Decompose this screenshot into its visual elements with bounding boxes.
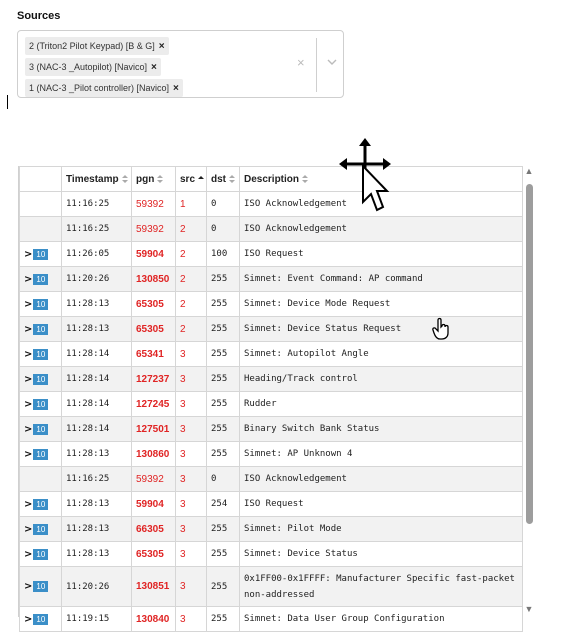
expand-toggle[interactable] xyxy=(24,499,48,510)
timestamp-cell: 11:28:13 xyxy=(62,542,132,567)
dst-cell: 100 xyxy=(207,242,240,267)
pgn-cell: 66305 xyxy=(132,517,176,542)
chevron-right-icon: > xyxy=(24,373,33,385)
count-badge: 10 xyxy=(33,249,48,260)
chevron-right-icon: > xyxy=(24,398,33,410)
chevron-right-icon: > xyxy=(24,273,33,285)
count-badge: 10 xyxy=(33,399,48,410)
expand-cell[interactable] xyxy=(20,542,62,567)
source-chip-label: 3 (NAC-3 _Autopilot) [Navico] xyxy=(29,62,148,72)
timestamp-cell: 11:16:25 xyxy=(62,192,132,217)
count-badge: 10 xyxy=(33,614,48,625)
dst-cell: 255 xyxy=(207,542,240,567)
timestamp-cell: 11:19:15 xyxy=(62,607,132,632)
timestamp-cell: 11:28:13 xyxy=(62,317,132,342)
expand-cell xyxy=(20,217,62,242)
table-row[interactable] xyxy=(20,292,523,317)
description-cell: Heading/Track control xyxy=(240,367,523,392)
table-row[interactable] xyxy=(20,392,523,417)
source-chip-label: 2 (Triton2 Pilot Keypad) [B & G] xyxy=(29,41,155,51)
expand-toggle[interactable] xyxy=(24,324,48,335)
pgn-cell: 65341 xyxy=(132,342,176,367)
src-cell: 2 xyxy=(176,267,207,292)
table-row[interactable] xyxy=(20,192,523,217)
pgn-cell: 65305 xyxy=(132,292,176,317)
description-cell: Simnet: Device Mode Request xyxy=(240,292,523,317)
src-cell: 3 xyxy=(176,367,207,392)
table-row[interactable] xyxy=(20,242,523,267)
pgn-cell: 65305 xyxy=(132,542,176,567)
table-row[interactable] xyxy=(20,607,523,632)
description-column-header[interactable]: Description xyxy=(240,167,523,192)
expand-toggle[interactable] xyxy=(24,399,48,410)
count-badge: 10 xyxy=(33,499,48,510)
table-row[interactable] xyxy=(20,342,523,367)
src-cell: 1 xyxy=(176,192,207,217)
src-cell: 3 xyxy=(176,442,207,467)
dst-cell: 255 xyxy=(207,517,240,542)
sort-icon xyxy=(229,174,235,184)
src-column-header[interactable]: src xyxy=(176,167,207,192)
source-chip xyxy=(25,58,161,76)
description-cell: Simnet: AP Unknown 4 xyxy=(240,442,523,467)
dst-column-header[interactable]: dst xyxy=(207,167,240,192)
dst-cell: 255 xyxy=(207,292,240,317)
count-badge: 10 xyxy=(33,324,48,335)
dst-cell: 255 xyxy=(207,342,240,367)
dst-cell: 0 xyxy=(207,192,240,217)
dst-cell: 255 xyxy=(207,392,240,417)
timestamp-cell: 11:28:13 xyxy=(62,292,132,317)
close-icon[interactable]: × xyxy=(151,62,157,73)
expand-cell[interactable] xyxy=(20,417,62,442)
table-row[interactable] xyxy=(20,442,523,467)
timestamp-cell: 11:28:14 xyxy=(62,367,132,392)
dst-cell: 255 xyxy=(207,267,240,292)
description-cell: ISO Acknowledgement xyxy=(240,217,523,242)
description-cell: ISO Request xyxy=(240,242,523,267)
description-cell: ISO Acknowledgement xyxy=(240,467,523,492)
description-cell: 0x1FF00-0x1FFFF: Manufacturer Specific fast-packet non-addressed xyxy=(240,567,523,607)
expand-toggle[interactable] xyxy=(24,524,48,535)
pgn-cell: 130840 xyxy=(132,607,176,632)
count-badge: 10 xyxy=(33,524,48,535)
pgn-cell: 127501 xyxy=(132,417,176,442)
chevron-right-icon: > xyxy=(24,548,33,560)
count-badge: 10 xyxy=(33,349,48,360)
timestamp-cell: 11:28:14 xyxy=(62,342,132,367)
description-cell: Simnet: Pilot Mode xyxy=(240,517,523,542)
pgn-cell: 130850 xyxy=(132,267,176,292)
sources-label: Sources xyxy=(17,10,61,22)
dst-cell: 0 xyxy=(207,217,240,242)
timestamp-cell: 11:28:13 xyxy=(62,442,132,467)
expand-cell[interactable] xyxy=(20,517,62,542)
text-caret xyxy=(7,95,8,109)
scroll-up-arrow-icon[interactable]: ▲ xyxy=(524,166,534,176)
table-row[interactable] xyxy=(20,317,523,342)
dst-cell: 255 xyxy=(207,367,240,392)
pgn-cell: 130860 xyxy=(132,442,176,467)
expand-cell[interactable] xyxy=(20,492,62,517)
src-cell: 3 xyxy=(176,567,207,607)
scrollbar-thumb[interactable] xyxy=(526,184,533,524)
sort-icon xyxy=(122,174,128,184)
pgn-cell: 59904 xyxy=(132,242,176,267)
pgn-cell: 65305 xyxy=(132,317,176,342)
close-icon[interactable]: × xyxy=(173,83,179,94)
chevron-right-icon: > xyxy=(24,298,33,310)
description-cell: Simnet: Event Command: AP command xyxy=(240,267,523,292)
pgn-cell: 59392 xyxy=(132,192,176,217)
pgn-cell: 59904 xyxy=(132,492,176,517)
expand-cell[interactable] xyxy=(20,442,62,467)
count-badge: 10 xyxy=(33,424,48,435)
expand-cell[interactable] xyxy=(20,267,62,292)
dst-cell: 254 xyxy=(207,492,240,517)
dst-cell: 255 xyxy=(207,417,240,442)
src-cell: 3 xyxy=(176,467,207,492)
chevron-right-icon: > xyxy=(24,498,33,510)
scroll-down-arrow-icon[interactable]: ▼ xyxy=(524,604,534,614)
expand-toggle[interactable] xyxy=(24,299,48,310)
expand-toggle[interactable] xyxy=(24,349,48,360)
timestamp-cell: 11:26:05 xyxy=(62,242,132,267)
table-row[interactable] xyxy=(20,417,523,442)
description-cell: Rudder xyxy=(240,392,523,417)
expand-toggle[interactable] xyxy=(24,274,48,285)
expand-toggle[interactable] xyxy=(24,549,48,560)
indicator-separator xyxy=(316,38,317,92)
timestamp-cell: 11:28:13 xyxy=(62,517,132,542)
src-cell: 3 xyxy=(176,492,207,517)
sources-select[interactable] xyxy=(17,30,344,98)
timestamp-cell: 11:16:25 xyxy=(62,467,132,492)
src-cell: 3 xyxy=(176,342,207,367)
pgn-column-header[interactable]: pgn xyxy=(132,167,176,192)
table-row[interactable] xyxy=(20,542,523,567)
table-row[interactable] xyxy=(20,567,523,607)
src-cell: 2 xyxy=(176,242,207,267)
expand-toggle[interactable] xyxy=(24,374,48,385)
timestamp-cell: 11:28:14 xyxy=(62,417,132,442)
table-row[interactable] xyxy=(20,367,523,392)
chevron-right-icon: > xyxy=(24,448,33,460)
src-cell: 2 xyxy=(176,317,207,342)
chevron-right-icon: > xyxy=(24,581,33,592)
pgn-cell: 130851 xyxy=(132,567,176,607)
chevron-right-icon: > xyxy=(24,323,33,335)
expand-toggle[interactable] xyxy=(24,581,48,592)
timestamp-cell: 11:28:14 xyxy=(62,392,132,417)
description-cell: Simnet: Device Status xyxy=(240,542,523,567)
expand-cell[interactable] xyxy=(20,392,62,417)
count-badge: 10 xyxy=(33,299,48,310)
chevron-down-icon[interactable] xyxy=(325,55,339,69)
close-icon[interactable]: × xyxy=(158,41,165,52)
dst-cell: 0 xyxy=(207,467,240,492)
timestamp-cell: 11:28:13 xyxy=(62,492,132,517)
expand-toggle[interactable] xyxy=(24,449,48,460)
count-badge: 10 xyxy=(33,449,48,460)
chevron-right-icon: > xyxy=(24,423,33,435)
expand-toggle[interactable] xyxy=(24,614,48,625)
dst-cell: 255 xyxy=(207,442,240,467)
expand-column-header xyxy=(20,167,62,192)
src-cell: 3 xyxy=(176,517,207,542)
timestamp-column-header[interactable]: Timestamp xyxy=(62,167,132,192)
timestamp-cell: 11:16:25 xyxy=(62,217,132,242)
table-row[interactable] xyxy=(20,467,523,492)
count-badge: 10 xyxy=(33,274,48,285)
sort-ascending-icon xyxy=(198,174,204,184)
clear-icon[interactable]: × xyxy=(297,55,305,70)
description-cell: Simnet: Data User Group Configuration xyxy=(240,607,523,632)
expand-cell[interactable] xyxy=(20,242,62,267)
description-cell: ISO Request xyxy=(240,492,523,517)
sort-icon xyxy=(302,174,308,184)
pgn-table-container xyxy=(18,166,522,625)
count-badge: 10 xyxy=(33,581,48,592)
chevron-right-icon: > xyxy=(24,348,33,360)
src-cell: 2 xyxy=(176,292,207,317)
sort-icon xyxy=(157,174,163,184)
src-cell: 3 xyxy=(176,392,207,417)
dst-cell: 255 xyxy=(207,317,240,342)
dst-cell: 255 xyxy=(207,607,240,632)
expand-cell xyxy=(20,192,62,217)
source-chip xyxy=(25,37,169,55)
description-cell: Simnet: Device Status Request xyxy=(240,317,523,342)
description-cell: ISO Acknowledgement xyxy=(240,192,523,217)
table-row[interactable] xyxy=(20,217,523,242)
source-chip xyxy=(25,79,183,97)
pgn-cell: 127237 xyxy=(132,367,176,392)
dst-cell: 255 xyxy=(207,567,240,607)
expand-cell[interactable] xyxy=(20,367,62,392)
table-row[interactable] xyxy=(20,517,523,542)
source-chip-label: 1 (NAC-3 _Pilot controller) [Navico] xyxy=(29,83,170,93)
expand-cell[interactable] xyxy=(20,607,62,632)
table-header-row xyxy=(20,167,523,192)
timestamp-cell: 11:20:26 xyxy=(62,267,132,292)
description-cell: Simnet: Autopilot Angle xyxy=(240,342,523,367)
vertical-scrollbar[interactable] xyxy=(524,166,534,616)
timestamp-cell: 11:20:26 xyxy=(62,567,132,607)
expand-cell xyxy=(20,467,62,492)
expand-toggle[interactable] xyxy=(24,424,48,435)
chevron-right-icon: > xyxy=(24,613,33,625)
expand-cell[interactable] xyxy=(20,567,62,607)
src-cell: 3 xyxy=(176,417,207,442)
expand-cell[interactable] xyxy=(20,342,62,367)
src-cell: 3 xyxy=(176,542,207,567)
expand-cell[interactable] xyxy=(20,317,62,342)
table-row[interactable] xyxy=(20,492,523,517)
pgn-cell: 59392 xyxy=(132,467,176,492)
count-badge: 10 xyxy=(33,374,48,385)
chevron-right-icon: > xyxy=(24,248,33,260)
count-badge: 10 xyxy=(33,549,48,560)
chevron-right-icon: > xyxy=(24,523,33,535)
pgn-cell: 59392 xyxy=(132,217,176,242)
src-cell: 3 xyxy=(176,607,207,632)
description-cell: Binary Switch Bank Status xyxy=(240,417,523,442)
pgn-cell: 127245 xyxy=(132,392,176,417)
pgn-table xyxy=(19,166,523,632)
src-cell: 2 xyxy=(176,217,207,242)
expand-toggle[interactable] xyxy=(24,249,48,260)
table-row[interactable] xyxy=(20,267,523,292)
expand-cell[interactable] xyxy=(20,292,62,317)
